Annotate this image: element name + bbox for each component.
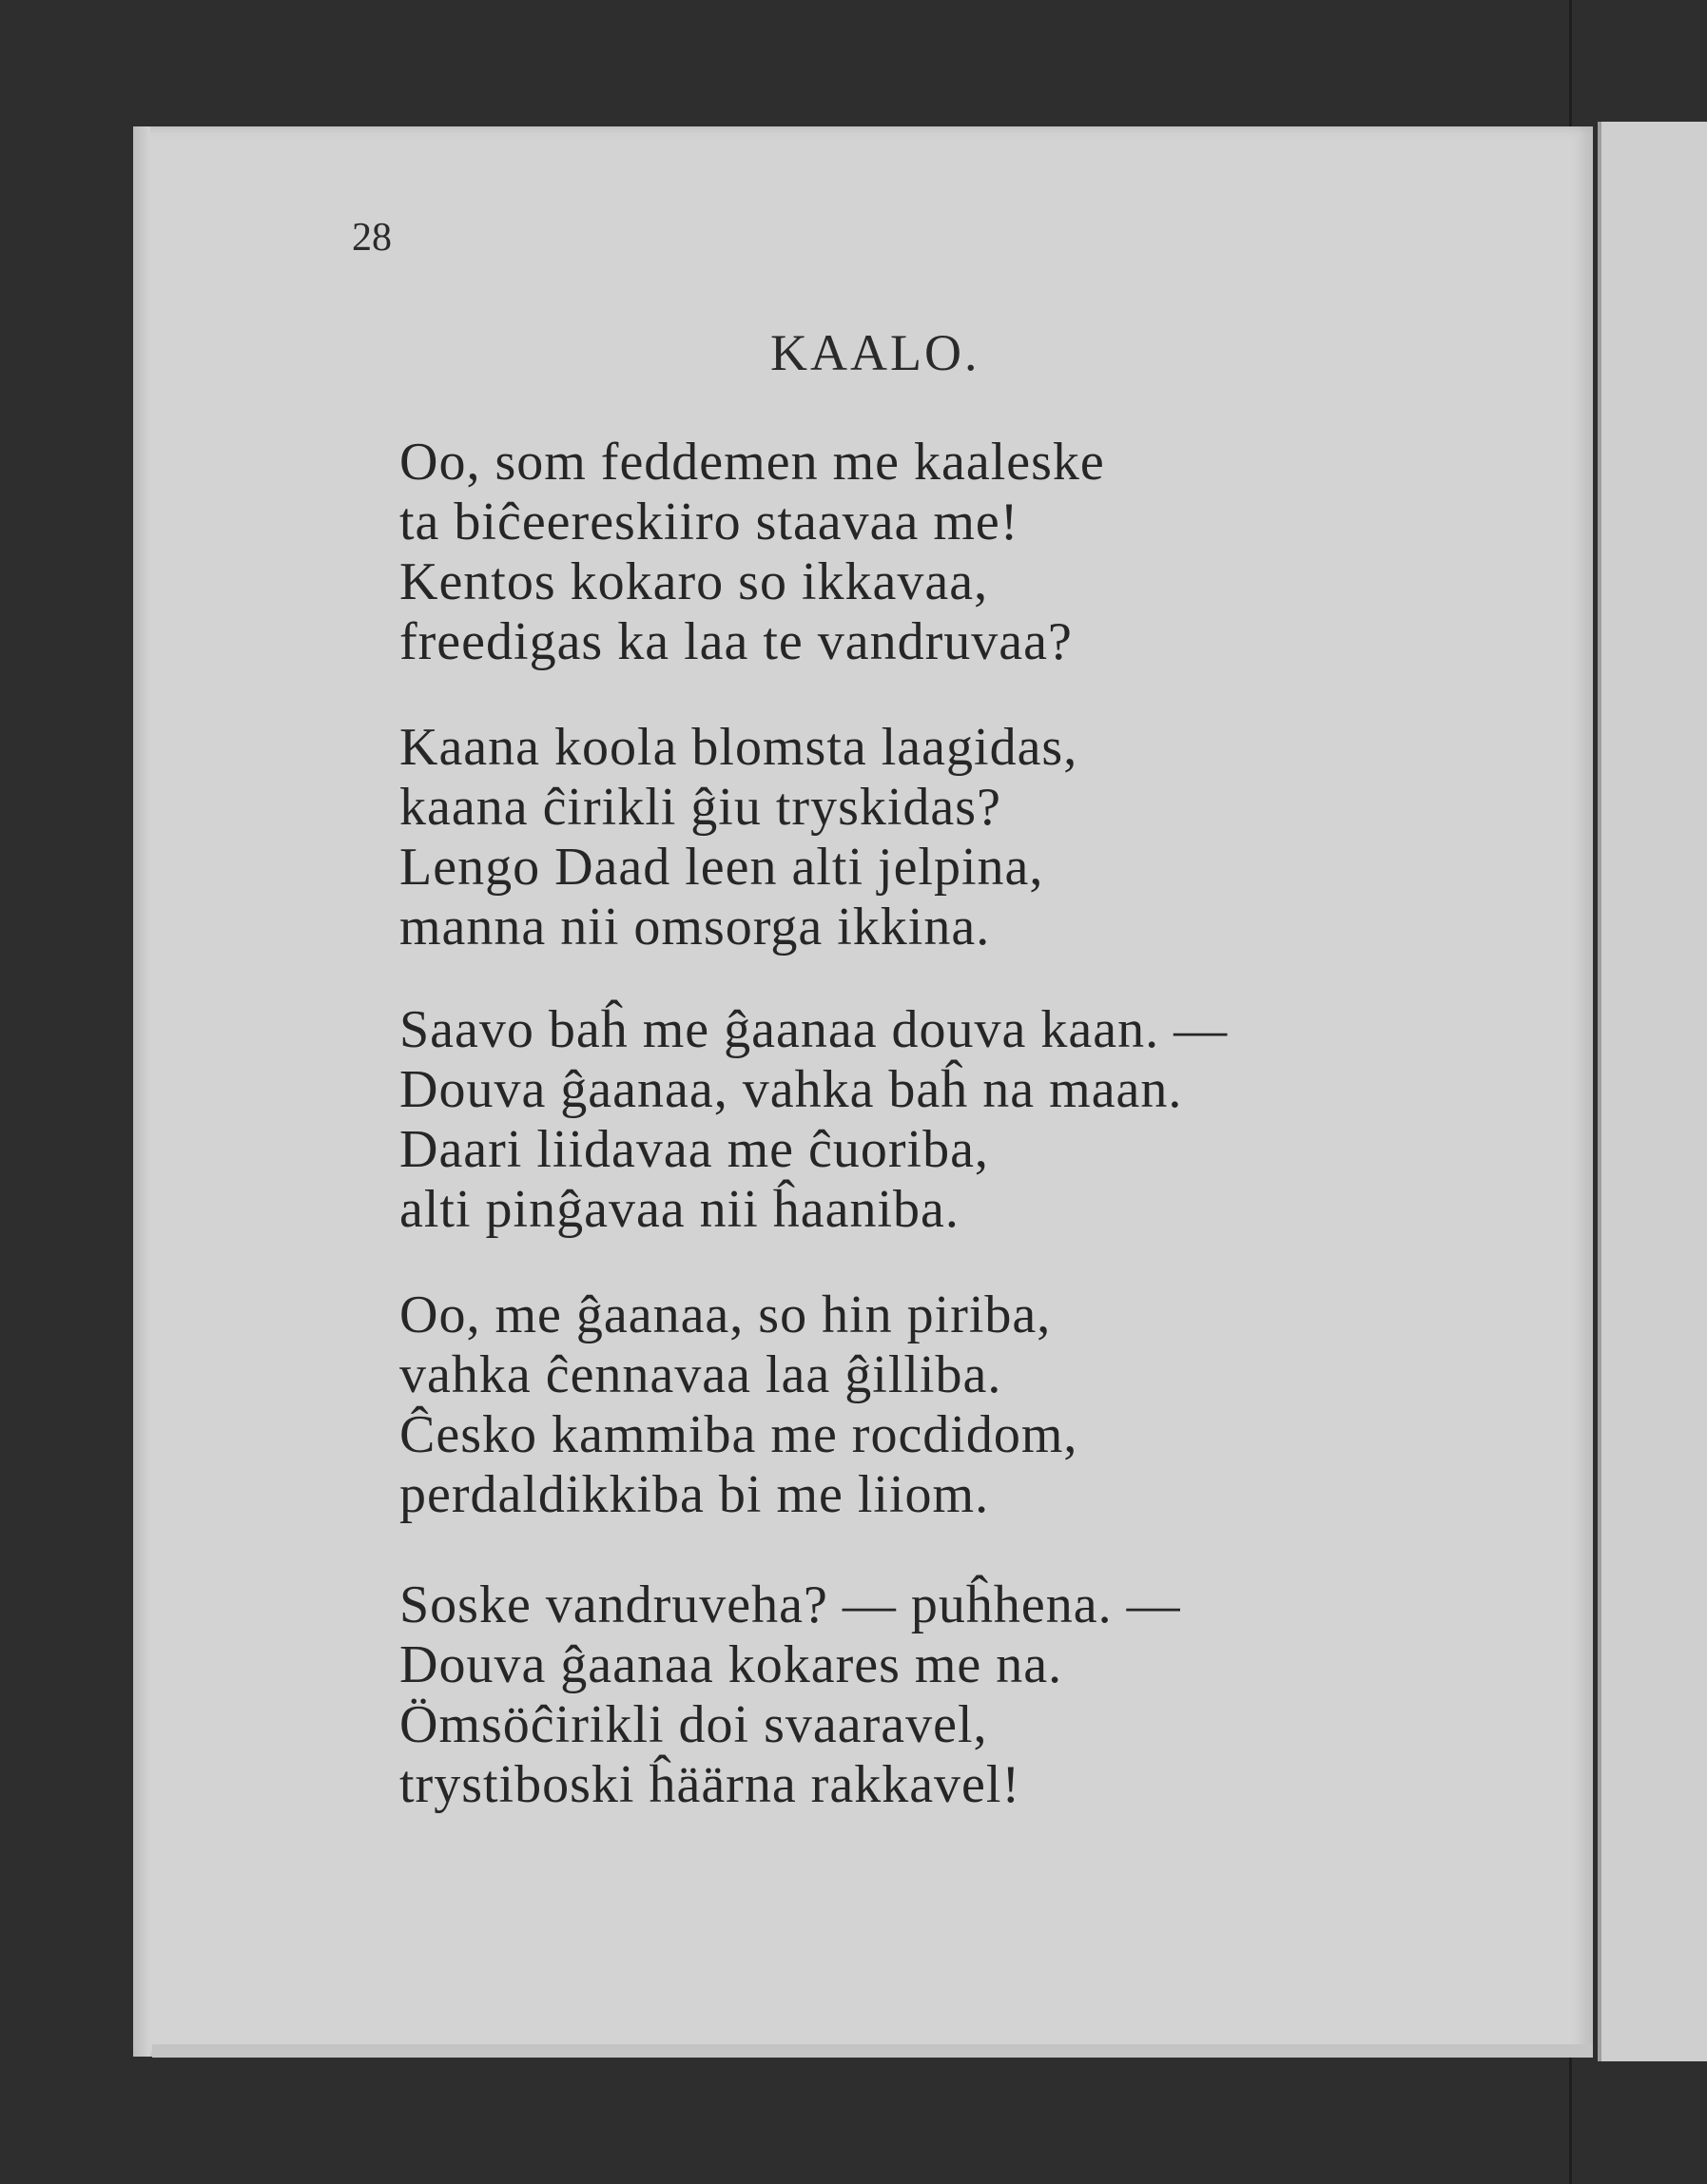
stanza [399, 1285, 1077, 1525]
facing-page-edge [1598, 122, 1707, 2061]
verse-line: Ĉesko kammiba me rocdidom, [399, 1405, 1078, 1464]
verse-line: Douva ĝaanaa, vahka baĥ na maan. [399, 1060, 1183, 1119]
verse-line: Oo, som feddemen me kaaleske [399, 433, 1105, 492]
verse-line: alti pinĝavaa nii ĥaaniba. [399, 1180, 960, 1239]
verse-line: Ömsöĉirikli doi svaaravel, [399, 1695, 988, 1754]
verse-line: kaana ĉirikli ĝiu tryskidas? [399, 778, 1001, 837]
verse-line: vahka ĉennavaa laa ĝilliba. [399, 1345, 1002, 1404]
verse-line: Lengo Daad leen alti jelpina, [399, 838, 1044, 897]
verse-line: Kaana koola blomsta laagidas, [399, 718, 1078, 777]
page-number: 28 [352, 216, 392, 260]
stanza [399, 1000, 1228, 1240]
verse-line: manna nii omsorga ikkina. [399, 898, 991, 957]
page-left-edge [133, 126, 150, 2057]
verse-line: Saavo baĥ me ĝaanaa douva kaan. — [399, 1000, 1229, 1059]
stanza [399, 1575, 1181, 1815]
stanza [399, 718, 1077, 957]
verse-line: perdaldikkiba bi me liiom. [399, 1465, 990, 1524]
verse-line: freedigas ka laa te vandruvaa? [399, 612, 1073, 671]
verse-line: Oo, me ĝaanaa, so hin piriba, [399, 1285, 1052, 1344]
verse-line: Kentos kokaro so ikkavaa, [399, 552, 989, 611]
poem-title: KAALO. [770, 324, 980, 381]
verse-line: trystiboski ĥäärna rakkavel! [399, 1755, 1021, 1814]
verse-line: Douva ĝaanaa kokares me na. [399, 1635, 1063, 1694]
verse-line: Daari liidavaa me ĉuoriba, [399, 1120, 989, 1179]
stanza [399, 433, 1105, 672]
page-bottom-edge [152, 2044, 1593, 2058]
verse-line: Soske vandruveha? — puĥhena. — [399, 1575, 1181, 1634]
verse-line: ta biĉeereskiiro staavaa me! [399, 493, 1019, 551]
